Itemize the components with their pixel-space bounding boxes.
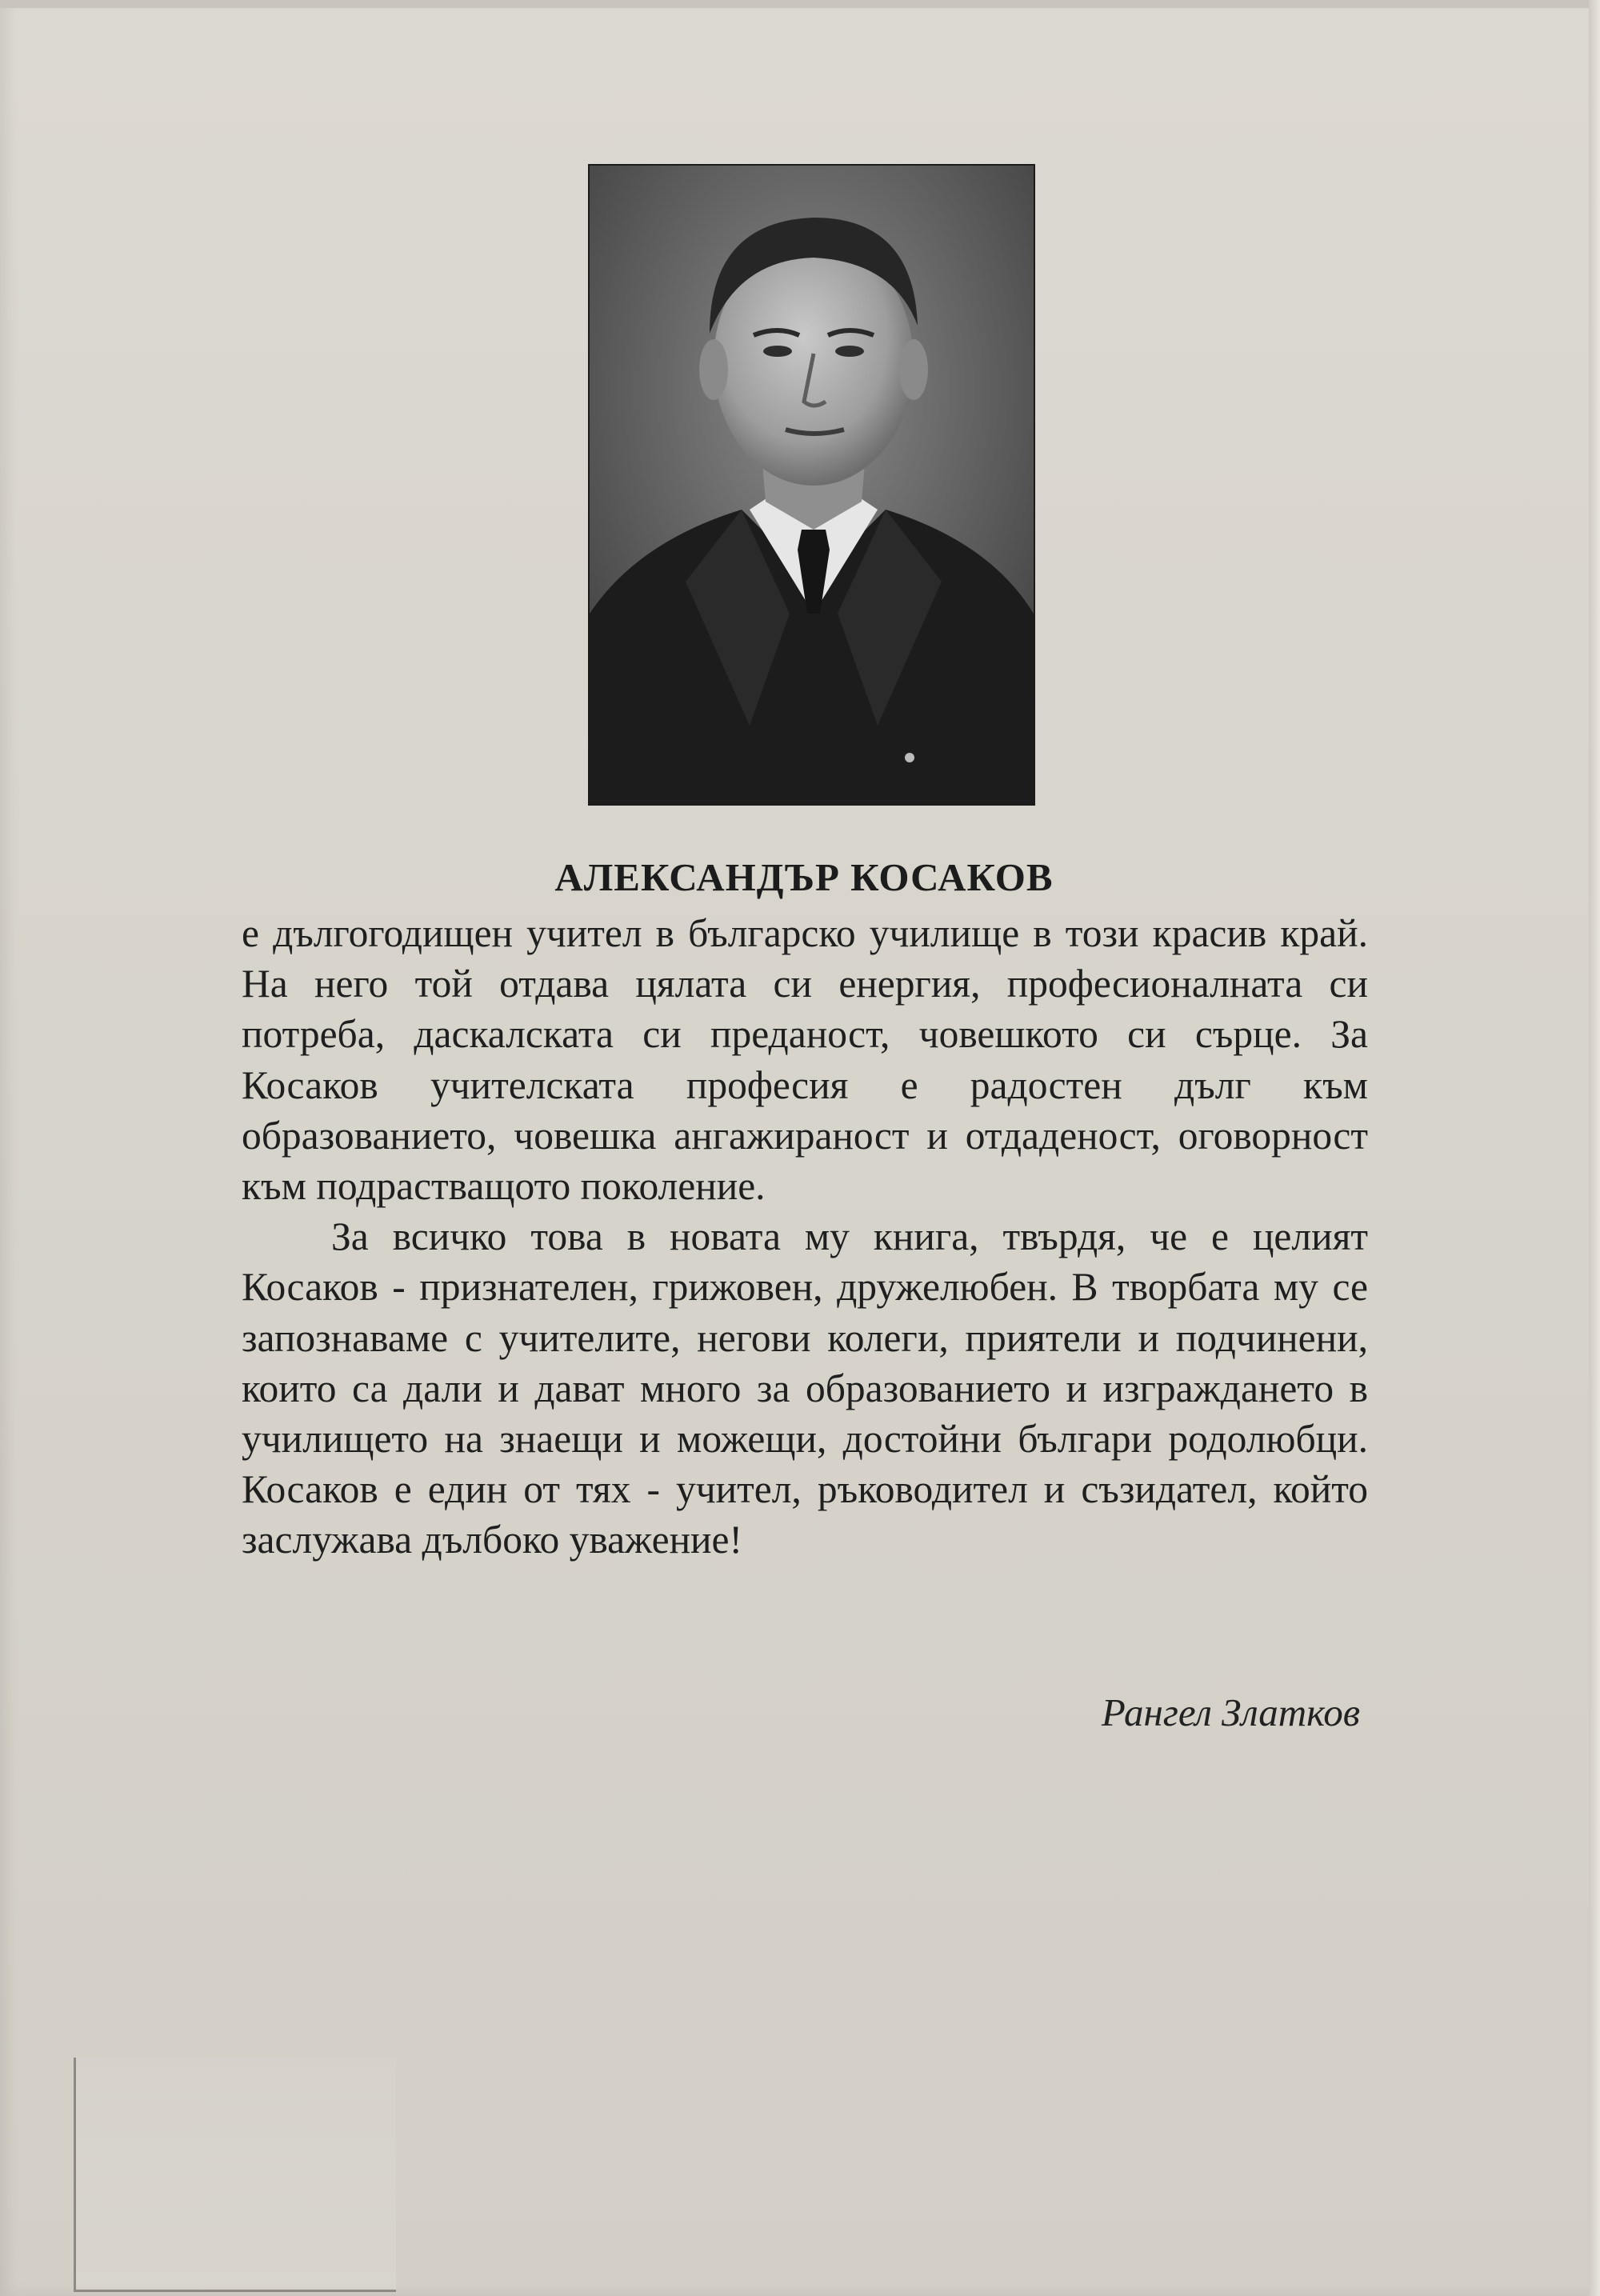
portrait-illustration — [590, 166, 1034, 804]
author-portrait-photo — [588, 164, 1035, 806]
cover-right-edge — [1589, 0, 1600, 2296]
description-paragraph-1: е дългогодищен учител в българско училище в този красив край. На него той отдава цялата си енергия, професионалната си потреба, даскалската си преданост, човешкото си сърце. За Косаков учителската професия е радостен дълг към образованието, човешка ангажираност и отдаденост, оговорност към подрастващото поколение. — [242, 911, 1368, 1209]
library-sticker-outline — [74, 2058, 396, 2292]
cover-top-edge — [0, 0, 1600, 8]
description-paragraph-2: За всичко това в новата му книга, твърдя, че е целият Косаков - признателен, грижовен, дружелюбен. В творбата му се запознаваме с учителите, негови колеги, приятели и подчинени, които са дали и дават много за образованието и изграждането в училището на знаещи и можещи, достойни българи родолюбци. Косаков е един от тях - учител, ръководител и съзидател, който заслужава дълбоко уважение! — [242, 1214, 1368, 1562]
author-name-heading: АЛЕКСАНДЪР КОСАКОВ — [554, 855, 1054, 899]
description-text — [242, 908, 1368, 1566]
signature-author: Рангел Златков — [1101, 1690, 1360, 1734]
